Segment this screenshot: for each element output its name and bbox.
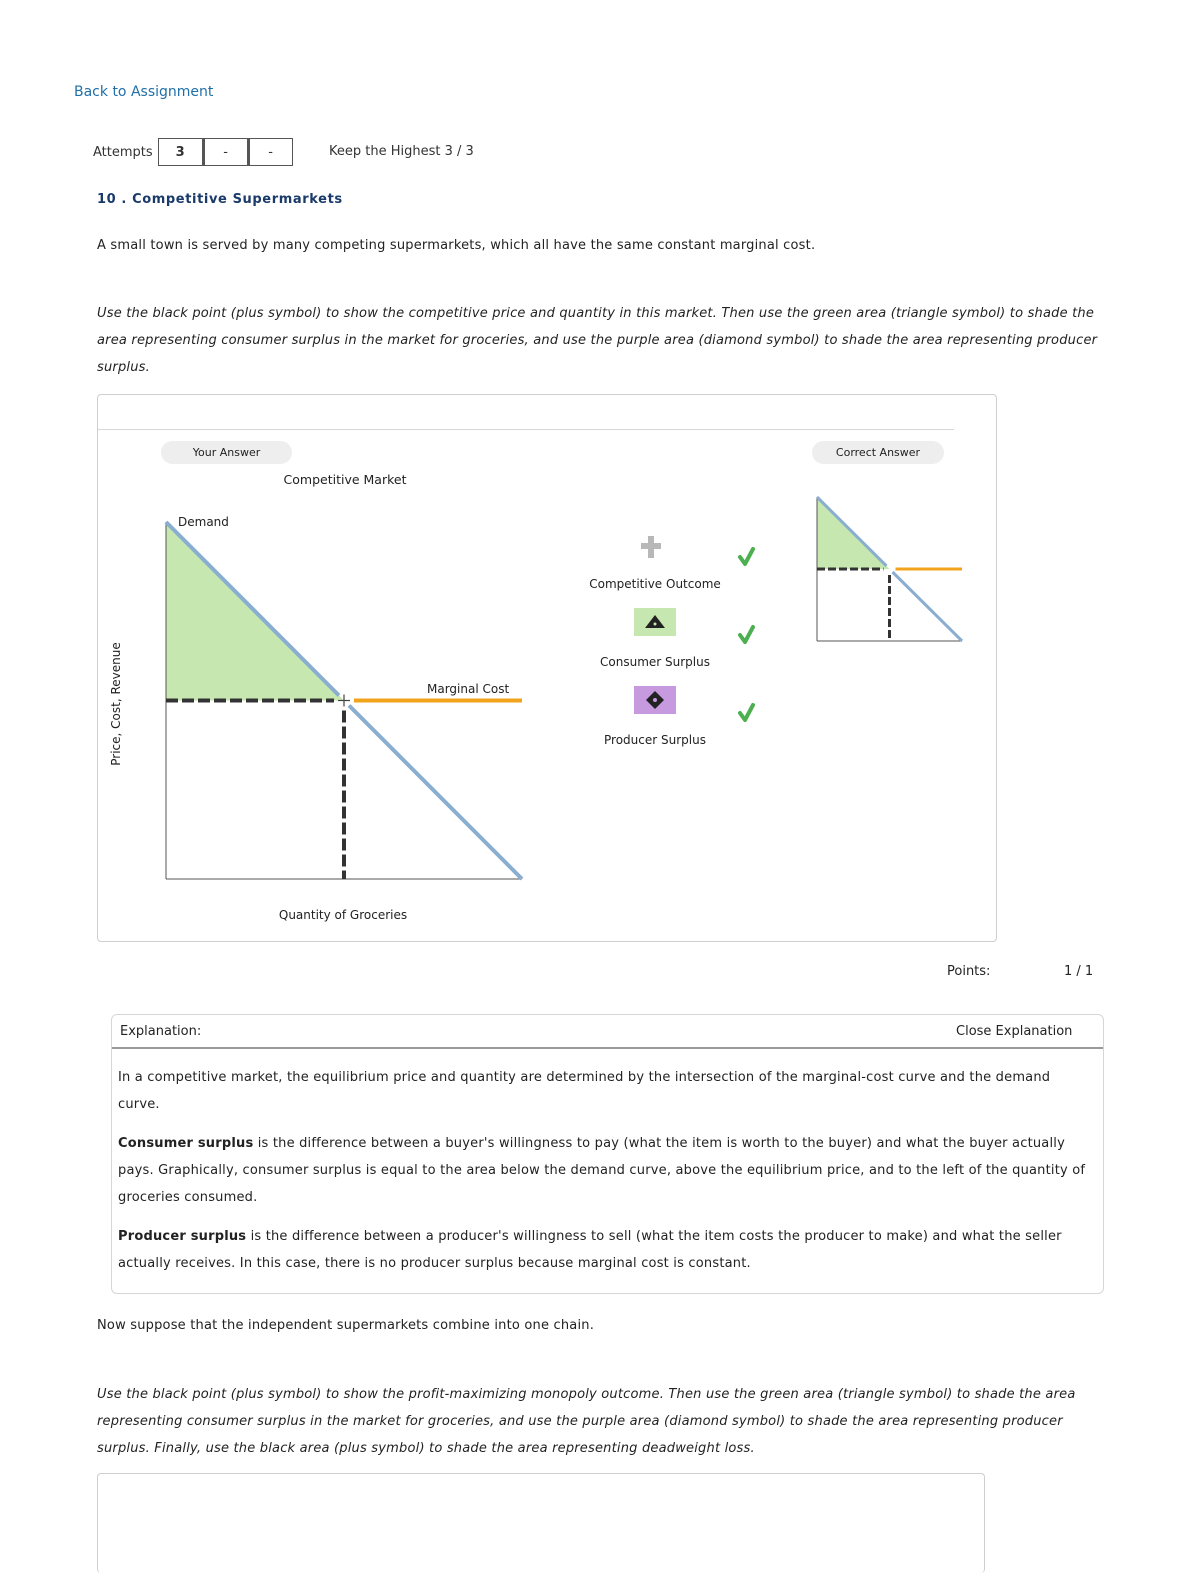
question-title: 10 . Competitive Supermarkets — [97, 192, 343, 207]
correct-answer-thumbnail — [817, 497, 962, 641]
y-axis-label: Price, Cost, Revenue — [109, 642, 123, 766]
legend-item-consumer-surplus[interactable] — [634, 608, 676, 636]
demand-curve-lower — [349, 706, 522, 880]
check-icon — [740, 705, 753, 720]
legend-label-competitive-outcome: Competitive Outcome — [589, 577, 721, 591]
your-answer-tab[interactable]: Your Answer — [161, 441, 292, 464]
explanation-header — [112, 1015, 1103, 1049]
keep-highest-text: Keep the Highest 3 / 3 — [329, 144, 474, 159]
graph-title: Competitive Market — [283, 472, 407, 487]
mini-demand-curve-lower — [893, 572, 963, 641]
correct-answer-tab[interactable]: Correct Answer — [812, 441, 944, 464]
producer-surplus-definition: is the difference between a producer's willingness to sell (what the item costs the producer to make) and what the seller actually receives. In this case, there is no producer surplus because marginal cost is constant. — [118, 1229, 1062, 1271]
legend-label-consumer-surplus: Consumer Surplus — [600, 655, 710, 669]
explanation-paragraph-3 — [118, 1223, 1093, 1277]
check-icon — [740, 627, 753, 642]
explanation-paragraph-1: In a competitive market, the equilibrium price and quantity are determined by the intersection of the marginal-cost curve and the demand curve. — [118, 1070, 1051, 1112]
attempt-slot-3: - — [248, 138, 293, 166]
points-label: Points: — [947, 964, 991, 979]
plus-icon — [641, 536, 661, 558]
close-explanation-button[interactable]: Close Explanation — [956, 1024, 1073, 1039]
marginal-cost-label: Marginal Cost — [427, 682, 510, 696]
consumer-surplus-term: Consumer surplus — [118, 1136, 254, 1151]
explanation-paragraph-2 — [118, 1130, 1093, 1211]
explanation-title: Explanation: — [120, 1024, 202, 1039]
producer-surplus-term: Producer surplus — [118, 1229, 247, 1244]
attempt-slot-2: - — [203, 138, 248, 166]
demand-label: Demand — [178, 515, 229, 529]
legend-item-producer-surplus[interactable] — [634, 686, 676, 714]
consumer-surplus-definition: is the difference between a buyer's willingness to pay (what the item is worth to the buyer) and what the buyer actually pays. Graphically, consumer surplus is equal to the area below the demand curve, above the equilibrium price, and to the left of the quantity of groceries consumed. — [118, 1136, 1086, 1205]
legend-item-competitive-outcome[interactable] — [641, 536, 661, 558]
next-question-instructions: Use the black point (plus symbol) to show the profit-maximizing monopoly outcome. Then use the green area (triangle symbol) to shade the area representing consumer surplus in the market for groceries, and use the purple area (diamond symbol) to shade the area representing producer surplus. Finally, use the black area (plus symbol) to shade the area representing deadweight loss. — [97, 1387, 1076, 1456]
next-graph-panel — [97, 1473, 985, 1573]
legend-label-producer-surplus: Producer Surplus — [604, 733, 706, 747]
check-icon — [740, 549, 753, 564]
x-axis-label: Quantity of Groceries — [278, 908, 408, 922]
points-value: 1 / 1 — [1064, 964, 1094, 979]
next-question-intro: Now suppose that the independent supermarkets combine into one chain. — [97, 1318, 595, 1333]
back-to-assignment-link[interactable]: Back to Assignment — [74, 84, 214, 100]
attempt-slot-1: 3 — [158, 138, 203, 166]
attempts-label: Attempts — [93, 144, 153, 160]
question-instructions: Use the black point (plus symbol) to show the competitive price and quantity in this market. Then use the green area (triangle symbol) to shade the area representing consumer surplus in the market for groceries, and use the purple area (diamond symbol) to shade the area representing producer surplus. — [97, 306, 1098, 375]
question-intro: A small town is served by many competing supermarkets, which all have the same constant marginal cost. — [97, 238, 816, 253]
